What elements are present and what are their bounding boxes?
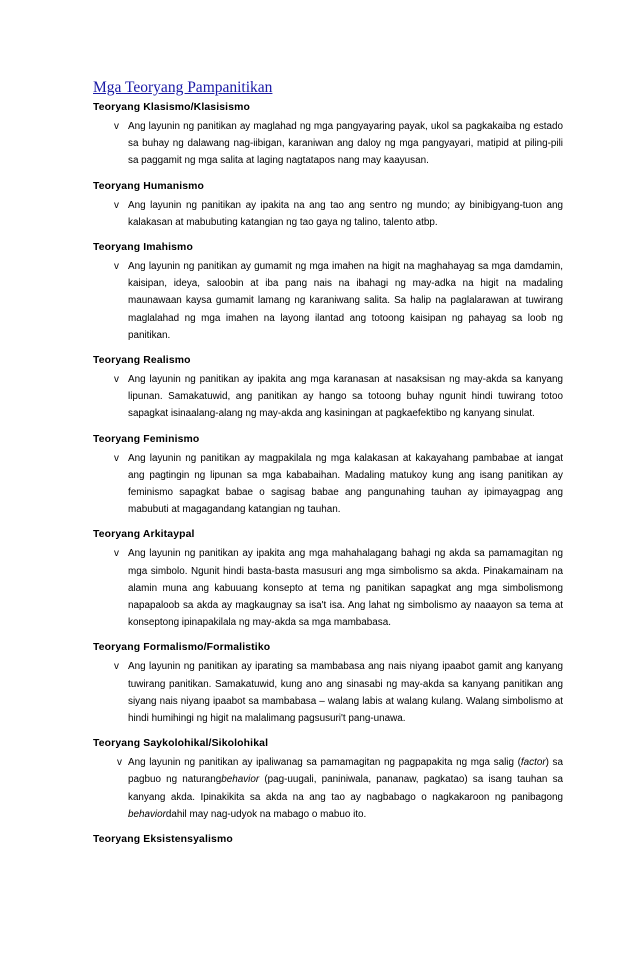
section-paragraph <box>93 197 563 231</box>
section-heading: Teoryang Realismo <box>93 355 191 367</box>
section-heading: Teoryang Feminismo <box>93 433 200 445</box>
section-eksistensyalismo <box>93 832 563 848</box>
section-humanismo <box>93 179 563 231</box>
paragraph-text: Ang layunin ng panitikan ay gumamit ng mga imahen na higit na maghahayag sa mga damdamin, kaisipan, ideya, saloobin at iba pang nais na ibahagi ng may-adka na higit na madaling maunawaan kaysa gumamit lamang ng karaniwang salita. Sa halip na paglalarawan at tuwirang maglalahad ng mga imahen na layong ilantad ang totoong kaisipan ng pahayag sa loob ng panitikan. <box>128 261 563 341</box>
paragraph-text: Ang layunin ng panitikan ay iparating sa mambabasa ang nais niyang ipaabot gamit ang kanyang tuwirang panitikan. Samakatuwid, kung ano ang sinasabi ng may-akda sa kanyang panitikan ang siyang nais niyang ipaabot sa mambabasa – walang labis at walang kulang. Walang simbolismo at hindi humihingi ng higit na malalimang pagsusuri't pang-unawa. <box>128 661 563 725</box>
section-feminismo <box>93 432 563 519</box>
paragraph-text: Ang layunin ng panitikan ay ipakita na ang tao ang sentro ng mundo; ay binibigyang-tuon ang kalakasan at mabubuting katangian ng tao gaya ng talino, talento atbp. <box>128 199 563 228</box>
section-paragraph <box>93 754 563 823</box>
text-run: (pag-uugali, paniniwala, pananaw, pagkatao) sa isang tauhan sa kanyang akda. Ipinakikita sa akda na ang tao ay nagbabago o nagkakaroon ng panibagong <box>128 774 563 803</box>
section-paragraph <box>93 545 563 631</box>
italic-term-factor: factor <box>520 757 546 769</box>
text-run: dahil may nag-udyok na mabago o mabuo ito. <box>165 808 367 820</box>
section-formalismo <box>93 640 563 727</box>
paragraph-text: Ang layunin ng panitikan ay maglahad ng mga pangyayaring payak, ukol sa pagkakaiba ng estado sa buhay ng dalawang nag-iibigan, karaniwan ang daloy ng mga pangyayari, matipid at piling-pili sa paggamit ng mga salita at laging nagtatapos nang may kaayusan. <box>128 121 563 167</box>
section-heading: Teoryang Saykolohikal/Sikolohikal <box>93 738 269 750</box>
italic-term-behavior: behavior <box>221 774 260 786</box>
paragraph-text <box>128 754 563 823</box>
bullet-marker: v <box>114 374 119 386</box>
bullet-marker: v <box>117 757 122 769</box>
section-heading: Teoryang Humanismo <box>93 180 205 192</box>
section-realismo <box>93 353 563 423</box>
italic-term-behavior: behavior <box>128 808 166 820</box>
bullet-marker: v <box>114 199 119 211</box>
bullet-marker: v <box>114 661 119 673</box>
bullet-marker: v <box>114 121 119 132</box>
paragraph-text: Ang layunin ng panitikan ay magpakilala ng mga kalakasan at kakayahang pambabae at iangat ang pagtingin ng lipunan sa mga kababaihan. Madaling matukoy kung ang isang panitikan ay feminismo sapagkat babae o sagisag babae ang pangunahing tauhan ay ipimayagpag ang mabubuti at magagandang katangian ng tauhan. <box>128 452 563 516</box>
section-imahismo <box>93 240 563 344</box>
section-heading: Teoryang Arkitaypal <box>93 529 195 541</box>
section-heading: Teoryang Imahismo <box>93 242 193 254</box>
section-paragraph <box>93 450 563 519</box>
section-saykolohikal <box>93 736 563 823</box>
section-paragraph <box>93 658 563 727</box>
section-paragraph <box>93 371 563 423</box>
bullet-marker: v <box>114 452 119 464</box>
section-arkitaypal <box>93 527 563 631</box>
section-heading: Teoryang Formalismo/Formalistiko <box>93 642 271 654</box>
bullet-marker: v <box>114 548 119 560</box>
document-page <box>93 79 563 857</box>
paragraph-text: Ang layunin ng panitikan ay ipakita ang mga mahahalagang bahagi ng akda sa pamamagitan ng mga simbolo. Ngunit hindi basta-basta masusuri ang mga simbolismo sa akda. Pinakamainam na alamin muna ang kabuuang konsepto at tema ng panitikan sapagkat ang mga simbolismong napapaloob sa akda ay magkaugnay sa isa't isa. Ang lahat ng simbolismo ay naaayon sa tema at konseptong ipinapakilala ng may-akda sa mga mambabasa. <box>128 548 563 629</box>
text-run: ) sa pagbuo ng naturang <box>128 757 563 786</box>
bullet-marker: v <box>114 261 119 273</box>
section-paragraph <box>93 258 563 344</box>
section-heading: Teoryang Klasismo/Klasisismo <box>93 102 251 113</box>
section-klasismo <box>93 100 563 170</box>
section-paragraph <box>93 118 563 170</box>
paragraph-text: Ang layunin ng panitikan ay ipakita ang mga karanasan at nasaksisan ng may-akda sa kanyang lipunan. Samakatuwid, ang panitikan ay hango sa totoong buhay ngunit hindi tuwirang totoo sapagkat isinaalang-alang ng may-akda ang kasiningan at pagkaefektibo ng kanyang sinulat. <box>128 374 563 420</box>
text-run: Ang layunin ng panitikan ay ipaliwanag sa pamamagitan ng pagpapakita ng mga salig ( <box>128 757 521 769</box>
section-heading: Teoryang Eksistensyalismo <box>93 834 233 846</box>
document-title[interactable]: Mga Teoryang Pampanitikan <box>93 79 273 96</box>
